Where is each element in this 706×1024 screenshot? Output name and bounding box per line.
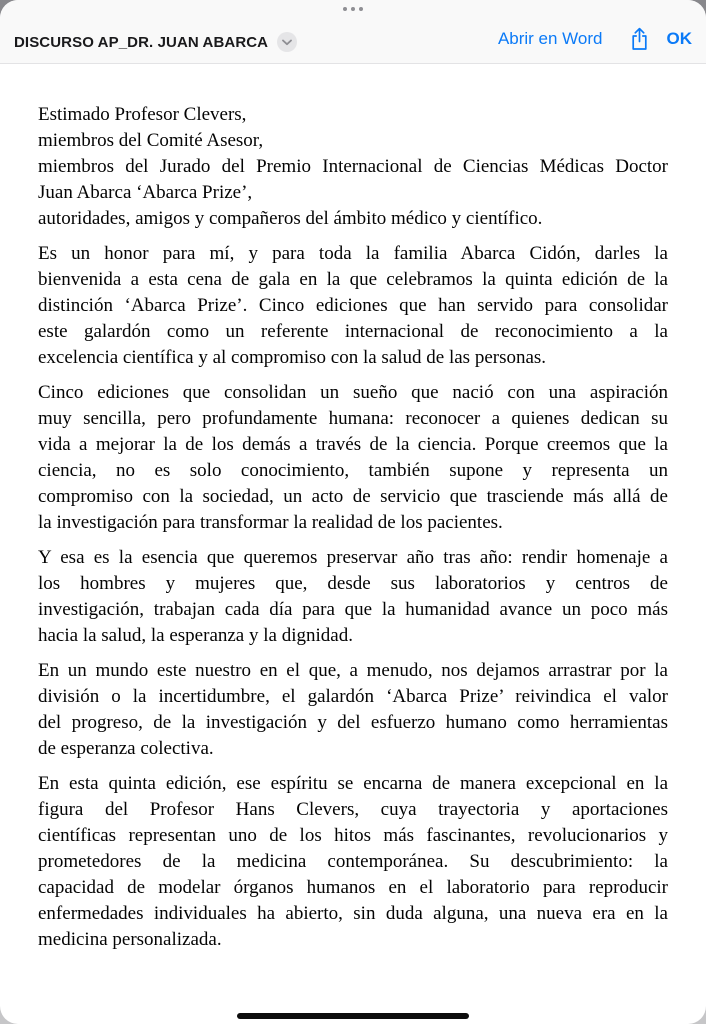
- text-line: muy sencilla, pero profundamente humana: reconocer a quienes dedican su: [38, 408, 668, 429]
- text-line: bienvenida a esta cena de gala en la que celebramos la quinta edición de la: [38, 269, 668, 290]
- document-body: [0, 64, 706, 953]
- text-line: capacidad de modelar órganos humanos en el laboratorio para reproducir: [38, 877, 668, 898]
- text-line: autoridades, amigos y compañeros del ámbito médico y científico.: [38, 208, 543, 229]
- document-title: DISCURSO AP_DR. JUAN ABARCA: [14, 33, 269, 51]
- paragraph: [38, 380, 668, 536]
- chevron-down-icon[interactable]: [277, 32, 297, 52]
- text-line: este galardón como un referente internacional de reconocimiento a la: [38, 321, 668, 342]
- text-line: miembros del Jurado del Premio Internacional de Ciencias Médicas Doctor: [38, 156, 668, 177]
- text-line: Y esa es la esencia que queremos preservar año tras año: rendir homenaje a: [38, 547, 668, 568]
- text-line: distinción ‘Abarca Prize’. Cinco ediciones que han servido para consolidar: [38, 295, 668, 316]
- text-line: del progreso, de la investigación y del esfuerzo humano como herramientas: [38, 712, 668, 733]
- paragraph: [38, 545, 668, 649]
- text-line: investigación, trabajan cada día para que la humanidad avance un poco más: [38, 599, 668, 620]
- paragraph: [38, 771, 668, 953]
- text-line: Estimado Profesor Clevers,: [38, 104, 247, 125]
- text-line: división o la incertidumbre, el galardón ‘Abarca Prize’ reivindica el valor: [38, 686, 668, 707]
- text-line: Juan Abarca ‘Abarca Prize’,: [38, 182, 253, 203]
- text-line: vida a mejorar la de los demás a través de la ciencia. Porque creemos que la: [38, 434, 668, 455]
- text-line: Cinco ediciones que consolidan un sueño que nació con una aspiración: [38, 382, 668, 403]
- text-line: figura del Profesor Hans Clevers, cuya trayectoria y aportaciones: [38, 799, 668, 820]
- text-line: ciencia, no es solo conocimiento, también supone y representa un: [38, 460, 668, 481]
- text-line: la investigación para transformar la realidad de los pacientes.: [38, 512, 503, 533]
- text-line: Es un honor para mí, y para toda la familia Abarca Cidón, darles la: [38, 243, 668, 264]
- dot: [351, 7, 355, 11]
- text-line: los hombres y mujeres que, desde sus laboratorios y centros de: [38, 573, 668, 594]
- ok-button[interactable]: OK: [666, 29, 692, 48]
- text-line: miembros del Comité Asesor,: [38, 130, 264, 151]
- text-line: excelencia científica y al compromiso con la salud de las personas.: [38, 347, 547, 368]
- document-title-menu[interactable]: [14, 32, 297, 52]
- home-indicator[interactable]: [237, 1013, 469, 1019]
- toolbar-actions: [498, 26, 692, 52]
- open-in-word-button[interactable]: Abrir en Word: [497, 29, 603, 48]
- text-line: científicas representan uno de los hitos más fascinantes, revolucionarios y: [38, 825, 668, 846]
- dot: [343, 7, 347, 11]
- text-line: medicina personalizada.: [38, 929, 222, 950]
- share-icon[interactable]: [629, 26, 650, 52]
- paragraph: [38, 658, 668, 762]
- text-line: En esta quinta edición, ese espíritu se encarna de manera excepcional en la: [38, 773, 668, 794]
- text-line: de esperanza colectiva.: [38, 738, 214, 759]
- text-line: En un mundo este nuestro en el que, a menudo, nos dejamos arrastrar por la: [38, 660, 668, 681]
- multitask-indicator-icon[interactable]: [343, 7, 363, 11]
- paragraph: [38, 241, 668, 371]
- text-line: enfermedades individuales ha abierto, sin duda alguna, una nueva era en la: [38, 903, 668, 924]
- dot: [359, 7, 363, 11]
- text-line: hacia la salud, la esperanza y la dignidad.: [38, 625, 353, 646]
- paragraph: [38, 102, 668, 232]
- text-line: prometedores de la medicina contemporánea. Su descubrimiento: la: [38, 851, 668, 872]
- text-line: compromiso con la sociedad, un acto de servicio que trasciende más allá de: [38, 486, 668, 507]
